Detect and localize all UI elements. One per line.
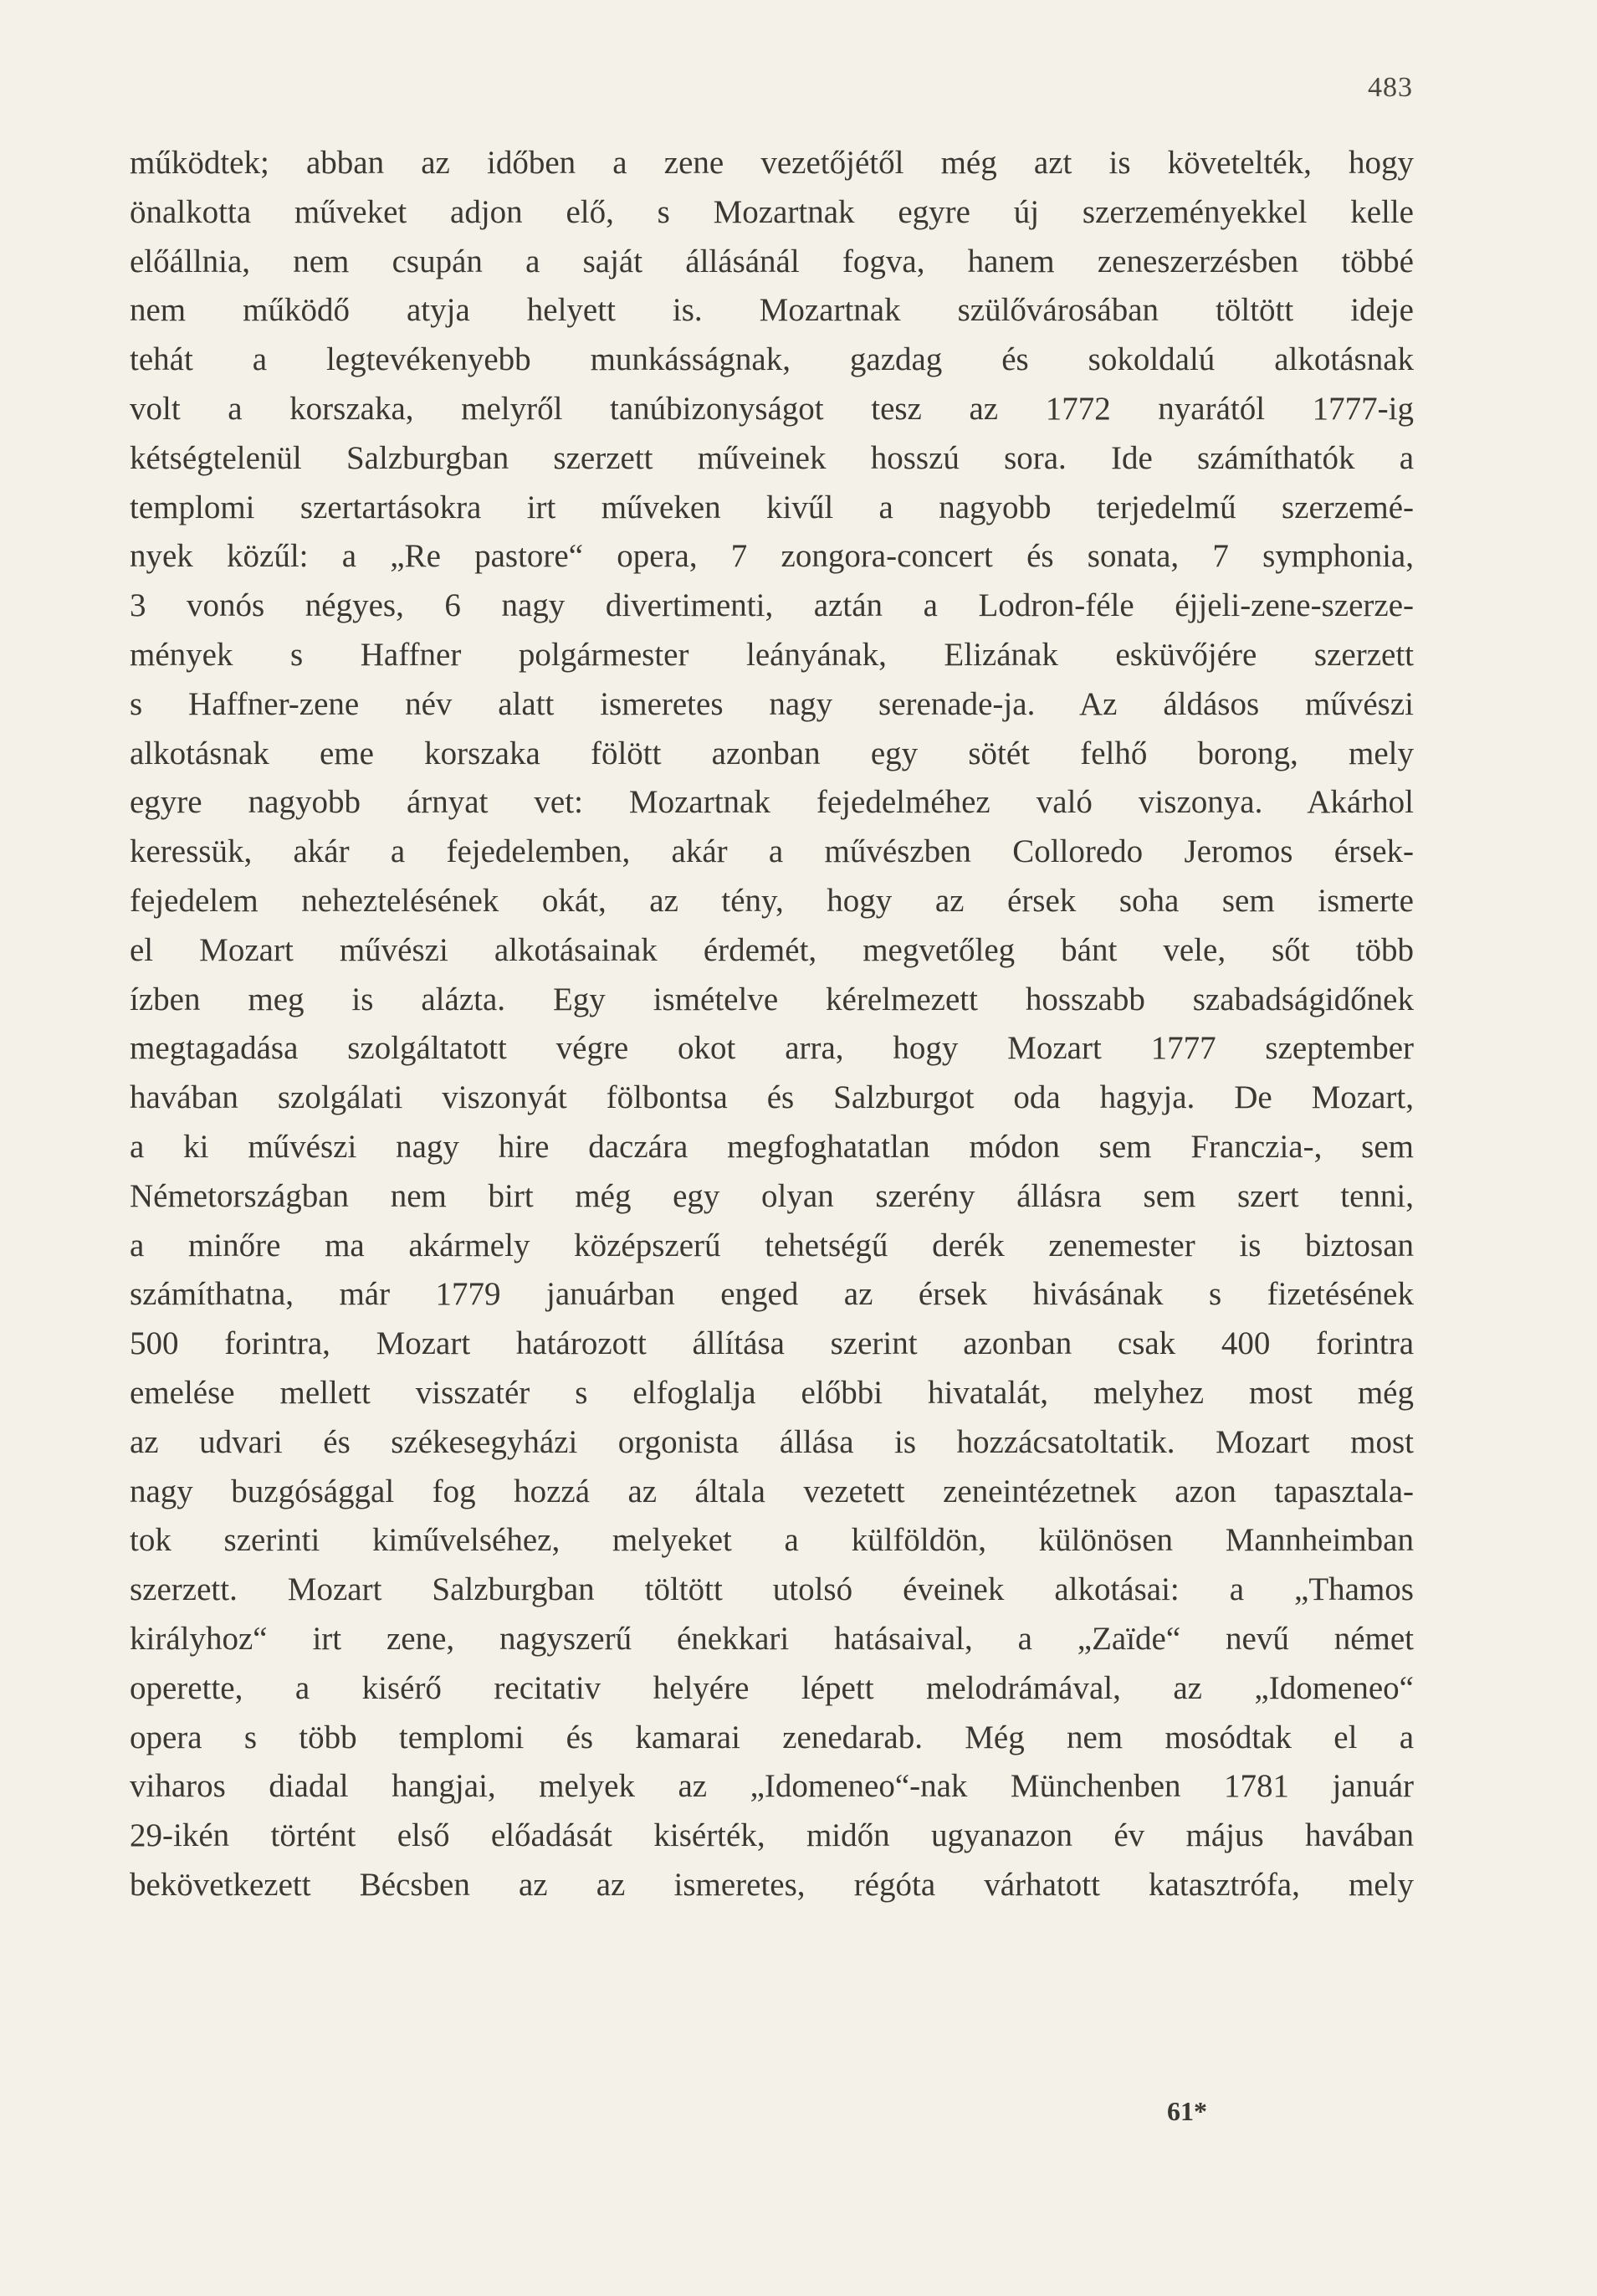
text-line: nyek közűl: a „Re pastore“ opera, 7 zongora-concert és sonata, 7 symphonia, (130, 538, 1414, 575)
text-line: működtek; abban az időben a zene vezetőjétől még azt is követelték, hogy (130, 145, 1414, 181)
text-line: mények s Haffner polgármester leányának, Elizának esküvőjére szerzett (130, 636, 1414, 673)
text-line: 3 vonós négyes, 6 nagy divertimenti, aztán a Lodron-féle éjjeli-zene-szerze- (130, 587, 1414, 624)
text-line: az udvari és székesegyházi orgonista állása is hozzácsatoltatik. Mozart most (130, 1423, 1414, 1460)
text-line: Németországban nem birt még egy olyan szerény állásra sem szert tenni, (130, 1177, 1414, 1214)
text-line: a minőre ma akármely középszerű tehetségű derék zenemester is biztosan (130, 1227, 1414, 1263)
text-line: 500 forintra, Mozart határozott állítása szerint azonban csak 400 forintra (130, 1325, 1414, 1362)
text-line: opera s több templomi és kamarai zenedarab. Még nem mosódtak el a (130, 1719, 1414, 1755)
body-text (130, 139, 1414, 1910)
text-line: ízben meg is alázta. Egy ismételve kérelmezett hosszabb szabadságidőnek (130, 981, 1414, 1017)
text-line: nagy buzgósággal fog hozzá az általa vezetett zeneintézetnek azon tapasztala- (130, 1473, 1414, 1509)
signature-mark: 61* (1167, 2096, 1207, 2126)
text-line: alkotásnak eme korszaka fölött azonban egy sötét felhő borong, mely (130, 735, 1414, 771)
text-line: önalkotta műveket adjon elő, s Mozartnak egyre új szerzeményekkel kelle (130, 193, 1414, 230)
text-line: számíthatna, már 1779 januárban enged az érsek hivásának s fizetésének (130, 1276, 1414, 1313)
text-line: nem működő atyja helyett is. Mozartnak szülővárosában töltött ideje (130, 292, 1414, 329)
text-line: a ki művészi nagy hire daczára megfoghatatlan módon sem Franczia-, sem (130, 1128, 1414, 1165)
text-line: királyhoz“ irt zene, nagyszerű énekkari hatásaival, a „Zaïde“ nevű német (130, 1620, 1414, 1657)
text-line: s Haffner-zene név alatt ismeretes nagy serenade-ja. Az áldásos művészi (130, 685, 1414, 722)
text-line: 29-ikén történt első előadását kisérték, midőn ugyanazon év május havában (130, 1817, 1414, 1854)
text-line: fejedelem neheztelésének okát, az tény, hogy az érsek soha sem ismerte (130, 882, 1414, 919)
text-line: viharos diadal hangjai, melyek az „Idomeneo“-nak Münchenben 1781 január (130, 1768, 1414, 1805)
page-number: 483 (1368, 72, 1413, 103)
text-line: tehát a legtevékenyebb munkásságnak, gazdag és sokoldalú alkotásnak (130, 341, 1414, 378)
text-line: előállnia, nem csupán a saját állásánál fogva, hanem zeneszerzésben többé (130, 243, 1414, 279)
text-line: templomi szertartásokra irt műveken kivűl a nagyobb terjedelmű szerzemé- (130, 489, 1414, 525)
text-line: kétségtelenül Salzburgban szerzett műveinek hosszú sora. Ide számíthatók a (130, 439, 1414, 476)
text-line: tok szerinti kiművelséhez, melyeket a külföldön, különösen Mannheimban (130, 1522, 1414, 1559)
text-line: el Mozart művészi alkotásainak érdemét, megvetőleg bánt vele, sőt több (130, 931, 1414, 968)
text-line: volt a korszaka, melyről tanúbizonyságot tesz az 1772 nyarától 1777-ig (130, 390, 1414, 427)
text-line: szerzett. Mozart Salzburgban töltött utolsó éveinek alkotásai: a „Thamos (130, 1571, 1414, 1608)
text-line: keressük, akár a fejedelemben, akár a művészben Colloredo Jeromos érsek- (130, 833, 1414, 870)
text-line: bekövetkezett Bécsben az az ismeretes, régóta várhatott katasztrófa, mely (130, 1866, 1414, 1903)
text-line: egyre nagyobb árnyat vet: Mozartnak fejedelméhez való viszonya. Akárhol (130, 784, 1414, 821)
text-line: megtagadása szolgáltatott végre okot arra, hogy Mozart 1777 szeptember (130, 1030, 1414, 1067)
text-line: operette, a kisérő recitativ helyére lépett melodrámával, az „Idomeneo“ (130, 1669, 1414, 1706)
text-line: havában szolgálati viszonyát fölbontsa és Salzburgot oda hagyja. De Mozart, (130, 1079, 1414, 1116)
text-line: emelése mellett visszatér s elfoglalja előbbi hivatalát, melyhez most még (130, 1374, 1414, 1411)
